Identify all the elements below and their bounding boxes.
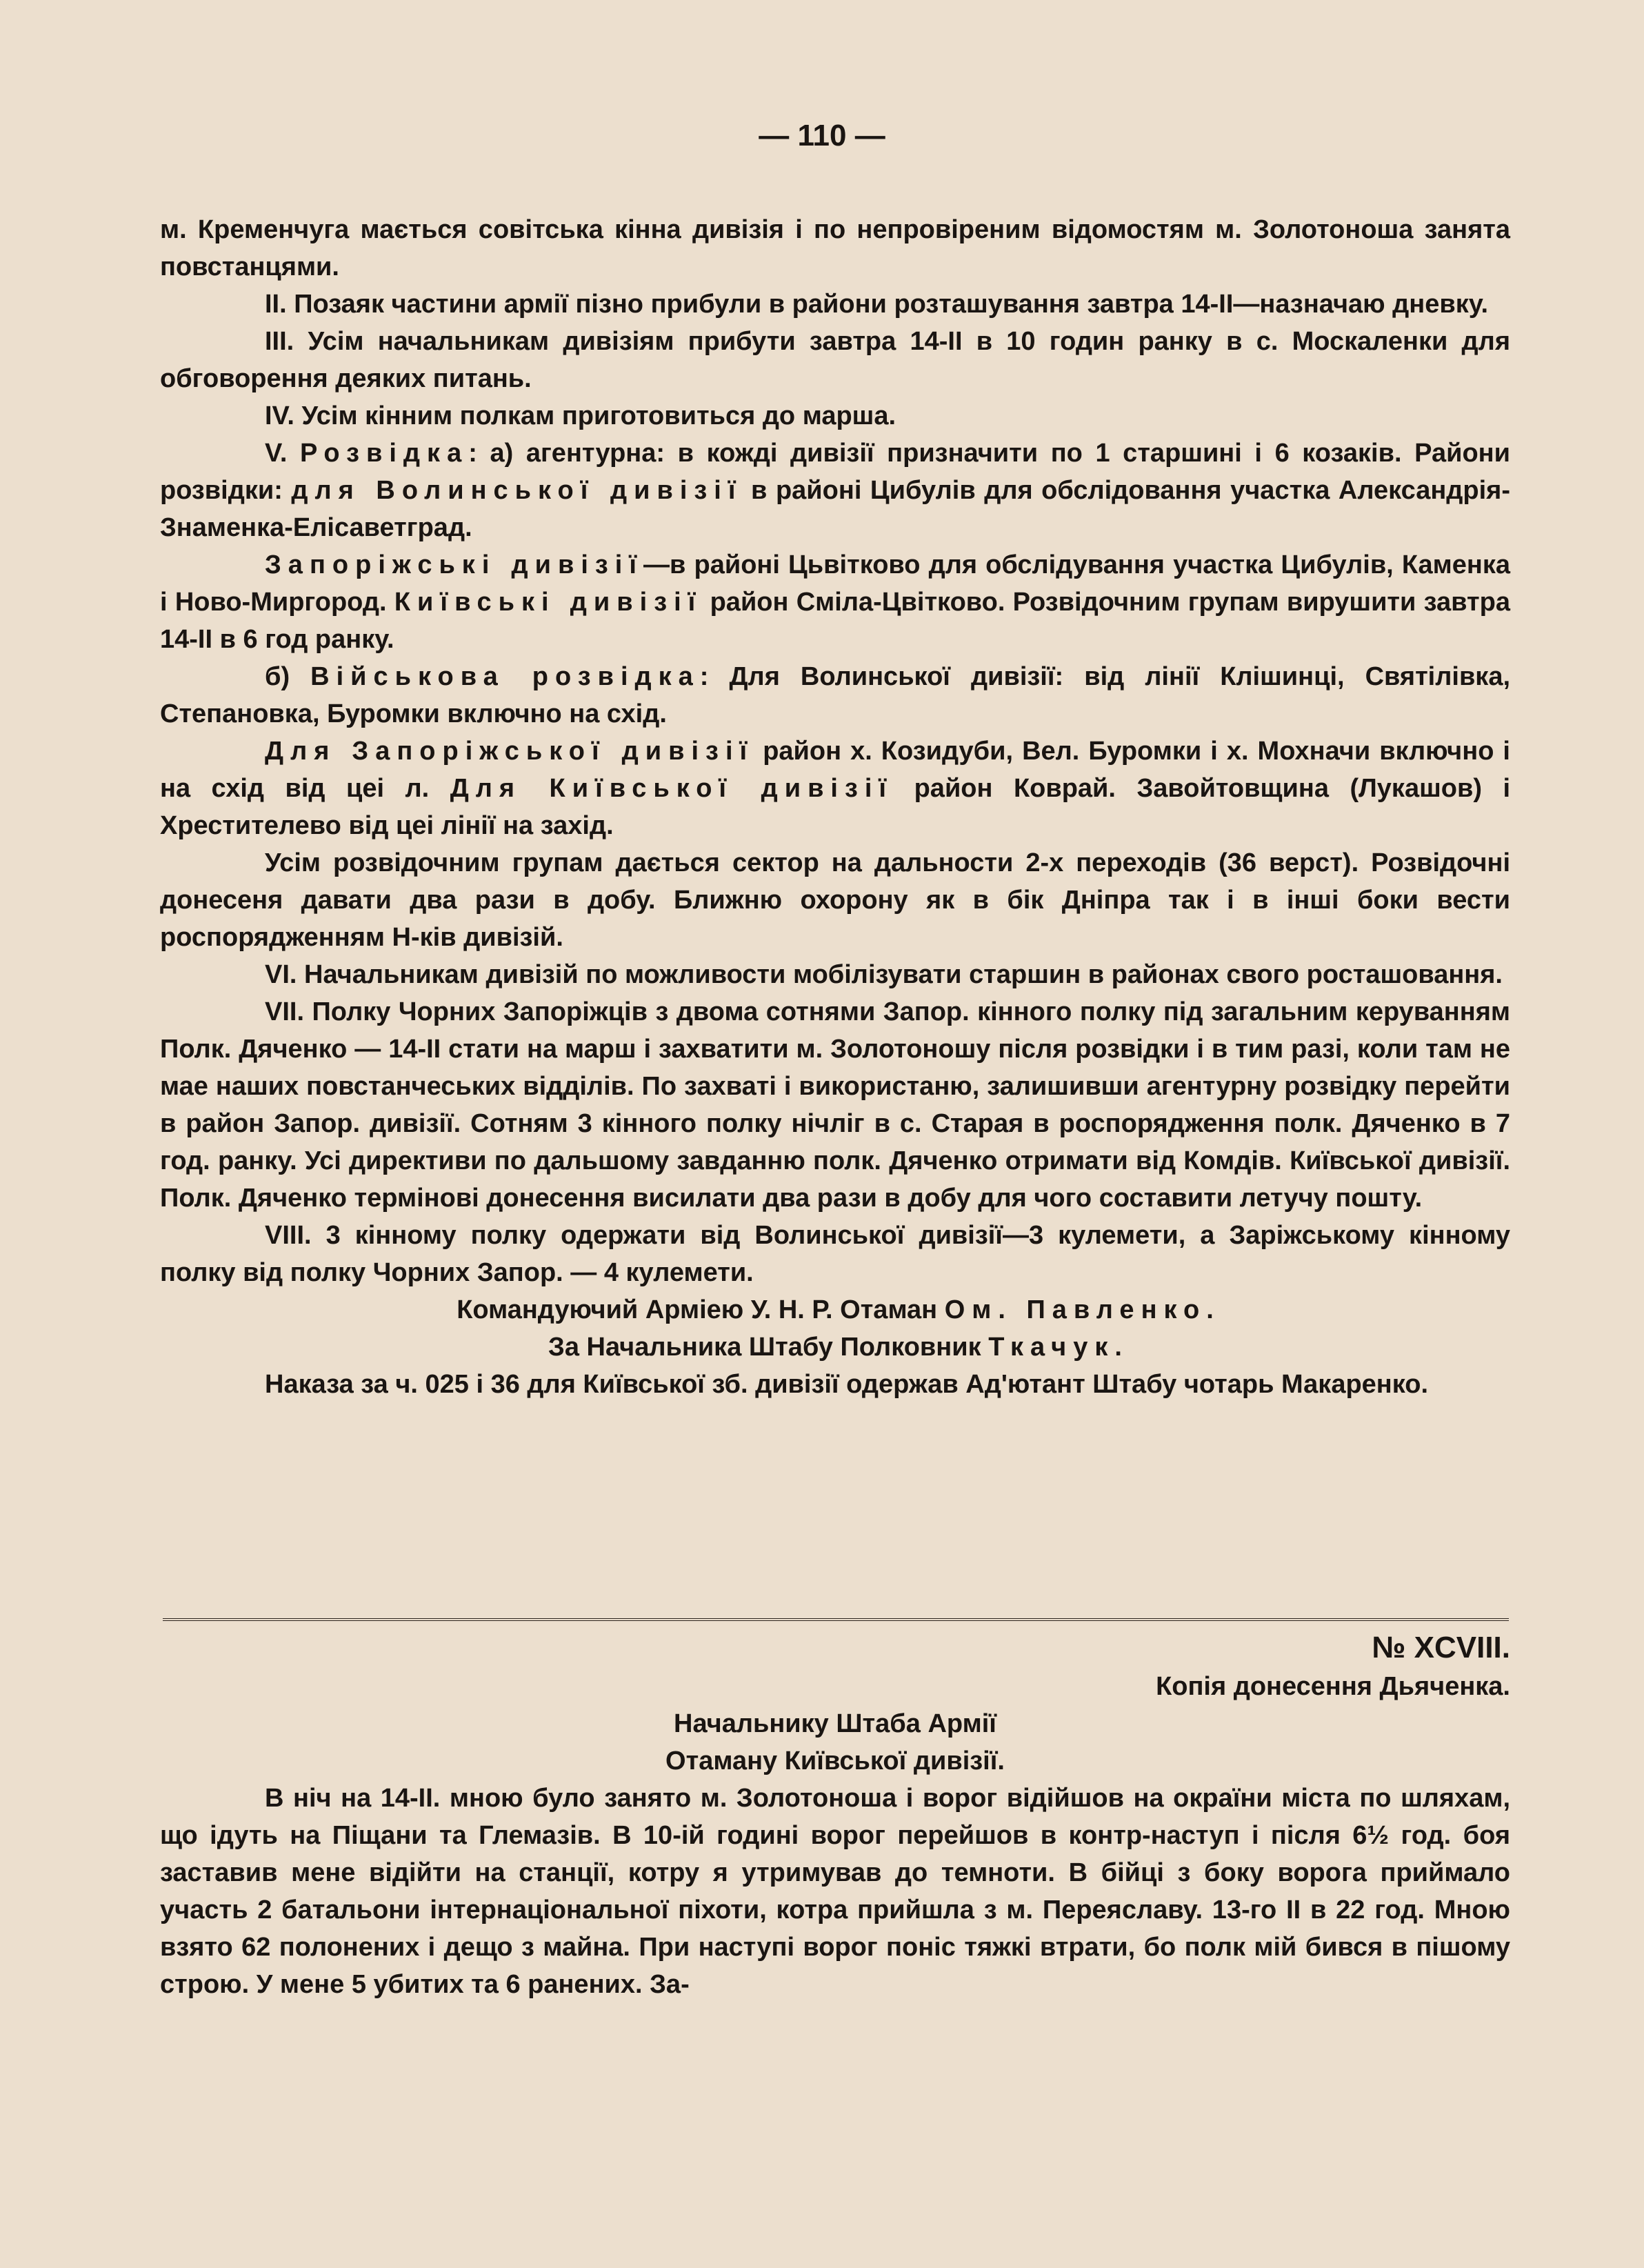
- report-text: [160, 1668, 1510, 2003]
- spaced-heading: Для Київської дивізії: [450, 774, 894, 803]
- paragraph: IV. Усім кінним полкам приготовиться до марша.: [265, 401, 896, 430]
- spaced-heading: Військова розвідка: [310, 662, 700, 691]
- section-divider: [163, 1618, 1509, 1624]
- report-subtitle: Копія донесення Дьяченка.: [1156, 1672, 1510, 1701]
- paragraph: [160, 733, 1510, 844]
- report-body: В ніч на 14-II. мною було занято м. Золотоноша і ворог відійшов на окраїни міста по шляхам, що ідуть на Піщани та Глемазів. В 10-ій годині ворог перейшов в контр-наступ і після 6½ год. боя заставив мене відійти на станції, котру я утримував до темноти. В бійці з боку ворога приймало участь 2 батальони інтернаціональної піхоти, котра прийшла з м. Переяславу. 13-го II в 22 год. Мною взято 62 полонених і дещо з майна. При наступі ворог поніс тяжкі втрати, бо полк мій бився в пішому строю. У мене 5 убитих та 6 ранених. За-: [160, 1784, 1510, 1999]
- text-run: : а) агентурна: в кожді дивізії призначити по 1 старшині і 6 козаків. Райони розвідки:: [160, 439, 1510, 505]
- signature-line: [160, 1291, 1510, 1329]
- text-run: .: [1114, 1333, 1122, 1362]
- text-run: район Сміла-Цвітково. Розвідочним групам вирушити завтра 14-II в 6 год ранку.: [160, 588, 1510, 654]
- page-number: — 110 —: [759, 119, 885, 152]
- text-run: Командуючий Арміею У. Н. Р. Отаман: [457, 1295, 945, 1324]
- text-run: район х. Козидуби, Вел. Буромки і х. Мохначи включно і на схід від цеі л.: [160, 737, 1510, 803]
- text-run: .: [1206, 1295, 1214, 1324]
- paragraph: VI. Начальникам дивізій по можливости мобілізувати старшин в районах свого росташовання.: [265, 960, 1503, 989]
- paragraph: [160, 546, 1510, 658]
- paragraph: [160, 658, 1510, 733]
- order-text: [160, 211, 1510, 1403]
- paragraph: II. Позаяк частини армії пізно прибули в райони розташування завтра 14-II—назначаю дневку.: [265, 290, 1489, 319]
- text-run: За Начальника Штабу Полковник: [548, 1333, 989, 1362]
- text-run: район Коврай. Завойтовщина (Лукашов) і Хрестителево від цеі лінії на захід.: [160, 774, 1511, 840]
- paragraph: VII. Полку Чорних Запоріжців з двома сотнями Запор. кінного полку під загальним керуванням Полк. Дяченко — 14-II стати на марш і захватити м. Золотоношу після розвідки і в тим разі, коли там не мае наших повстанчеських відділів. По захваті і використаню, залишивши агентурну розвідку перейти в район Запор. дивізії. Сотням 3 кінного полку нічліг в с. Старая в роспорядження полк. Дяченко в 7 год. ранку. Усі директиви по дальшому завданню полк. Дяченко отримати від Комдів. Київської дивізії. Полк. Дяченко термінові донесення висилати два рази в добу для чого составити летучу пошту.: [160, 997, 1510, 1213]
- paragraph: Усім розвідочним групам дається сектор на дальности 2-х переходів (36 верст). Розвідочні донесеня давати два рази в добу. Ближню охорону як в бік Дніпра так і в інші боки вести роспорядженням Н-ків дивізій.: [160, 848, 1510, 952]
- text-run: V.: [265, 439, 301, 468]
- spaced-heading: Запоріжські дивізії: [265, 550, 644, 579]
- spaced-heading: Для Запоріжської дивізії: [265, 737, 754, 766]
- paragraph: VIII. 3 кінному полку одержати від Волинської дивізії—3 кулемети, а Заріжському кінному полку від полку Чорних Запор. — 4 кулемети.: [160, 1221, 1510, 1287]
- report-addressee: Начальнику Штаба Армії: [674, 1709, 996, 1738]
- text-run: б): [265, 662, 311, 691]
- paragraph: [160, 435, 1510, 546]
- paragraph: Наказа за ч. 025 і 36 для Київської зб. дивізії одержав Ад'ютант Штабу чотарь Макаренко.: [265, 1370, 1429, 1399]
- text-run: —в районі Цьвітково для обслідування участка Цибулів, Каменка і Ново-Миргород.: [160, 550, 1510, 617]
- paragraph: м. Кременчуга мається совітська кінна дивізія і по непровіреним відомостям м. Золотоноша занята повстанцями.: [160, 215, 1510, 281]
- text-run: : Для Волинської дивізії: від лінії Клішинці, Святілівка, Степановка, Буромки включно на схід.: [160, 662, 1511, 728]
- signatory-name: Ткачук: [988, 1333, 1115, 1362]
- text-run: в районі Цибулів для обслідовання участка Александрія-Знаменка-Елісаветград.: [160, 476, 1511, 542]
- signatory-name: Ом. Павленко: [944, 1295, 1207, 1324]
- signature-line: [160, 1329, 1510, 1366]
- paragraph: III. Усім начальникам дивізіям прибути завтра 14-II в 10 годин ранку в с. Москаленки для обговорення деяких питань.: [160, 327, 1510, 393]
- spaced-heading: Розвідка: [300, 439, 469, 468]
- spaced-heading: для Волинської дивізії: [291, 476, 743, 505]
- spaced-heading: Київські дивізії: [394, 588, 703, 617]
- report-addressee: Отаману Київської дивізії.: [665, 1747, 1005, 1775]
- document-number: № XCVIII.: [1372, 1631, 1510, 1664]
